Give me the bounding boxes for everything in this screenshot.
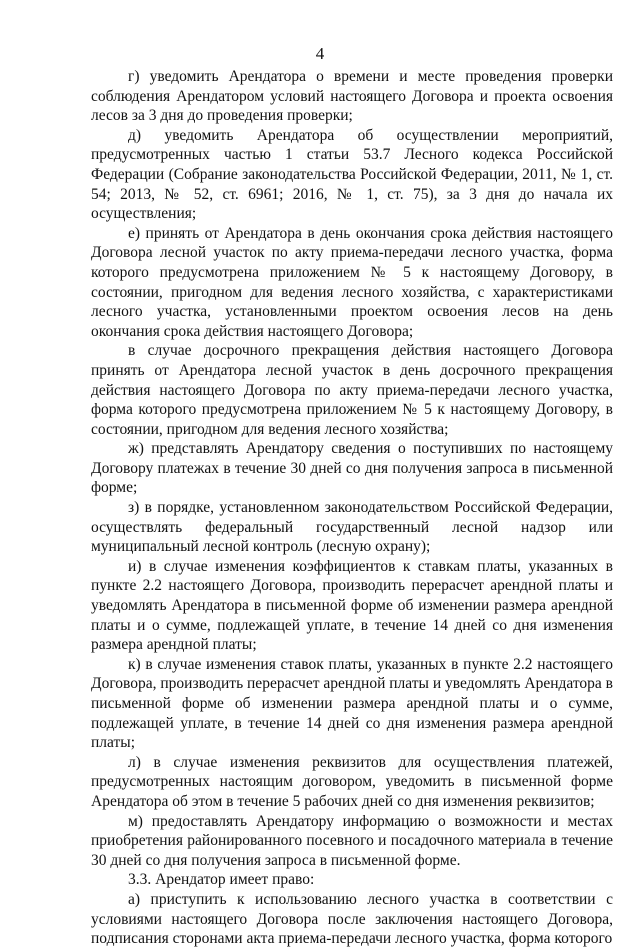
paragraph-m: м) предоставлять Арендатору информацию о возможности и местах приобретения районированного посевного и посадочного материала в течение 30 дней со дня получения запроса в письменной форме.: [91, 812, 613, 869]
section-heading-3-3: 3.3. Арендатор имеет право:: [128, 871, 315, 889]
paragraph-e: е) принять от Арендатора в день окончания срока действия настоящего Договора лесной участок по акту приема-передачи лесного участка, форма которого предусмотрена приложением № 5 к настоящему Договору, в состоянии, пригодном для ведения лесного хозяйства, с характеристиками лесного участка, установленными проектом освоения лесов на день окончания срока действия настоящего Договора;: [91, 224, 613, 340]
paragraph-d: д) уведомить Арендатора об осуществлении мероприятий, предусмотренных частью 1 статьи 53.7 Лесного кодекса Российской Федерации (Собрание законодательства Российской Федерации, 2011, № 1, ст. 54; 2013, № 52, ст. 6961; 2016, № 1, ст. 75), за 3 дня до начала их осуществления;: [91, 126, 613, 223]
paragraph-early-termination: в случае досрочного прекращения действия настоящего Договора принять от Арендатора лесной участок в день досрочного прекращения действия настоящего Договора по акту приема-передачи лесного участка, форма которого предусмотрена приложением № 5 к настоящему Договору, в состоянии, пригодном для ведения лесного хозяйства;: [91, 342, 613, 438]
document-body: [91, 67, 613, 949]
paragraph-a: а) приступить к использованию лесного участка в соответствии с условиями настоящего Договора после заключения настоящего Договора, подписания сторонами акта приема-передачи лесного участка, форма которого: [91, 890, 613, 948]
page-number: 4: [315, 44, 325, 63]
paragraph-i: и) в случае изменения коэффициентов к ставкам платы, указанных в пункте 2.2 настоящего Договора, производить перерасчет арендной платы и уведомлять Арендатора в письменной форме об изменении размера арендной платы и о сумме, подлежащей уплате, в течение 14 дней со дня изменения размера арендной платы;: [91, 557, 613, 654]
paragraph-g: г) уведомить Арендатора о времени и месте проведения проверки соблюдения Арендатором условий настоящего Договора и проекта освоения лесов за 3 дня до проведения проверки;: [91, 68, 613, 125]
paragraph-zh: ж) представлять Арендатору сведения о поступивших по настоящему Договору платежах в течение 30 дней со дня получения запроса в письменной форме;: [91, 440, 613, 497]
paragraph-l: л) в случае изменения реквизитов для осуществления платежей, предусмотренных настоящим договором, уведомить в письменной форме Арендатора об этом в течение 5 рабочих дней со дня изменения реквизитов;: [91, 753, 613, 810]
paragraph-z: з) в порядке, установленном законодательством Российской Федерации, осуществлять федеральный государственный лесной надзор или муниципальный лесной контроль (лесную охрану);: [91, 499, 613, 556]
paragraph-k: к) в случае изменения ставок платы, указанных в пункте 2.2 настоящего Договора, производить перерасчет арендной платы и уведомлять Арендатора в письменной форме об изменении размера арендной платы и о сумме, подлежащей уплате, в течение 14 дней со дня изменения размера арендной платы;: [91, 655, 613, 752]
